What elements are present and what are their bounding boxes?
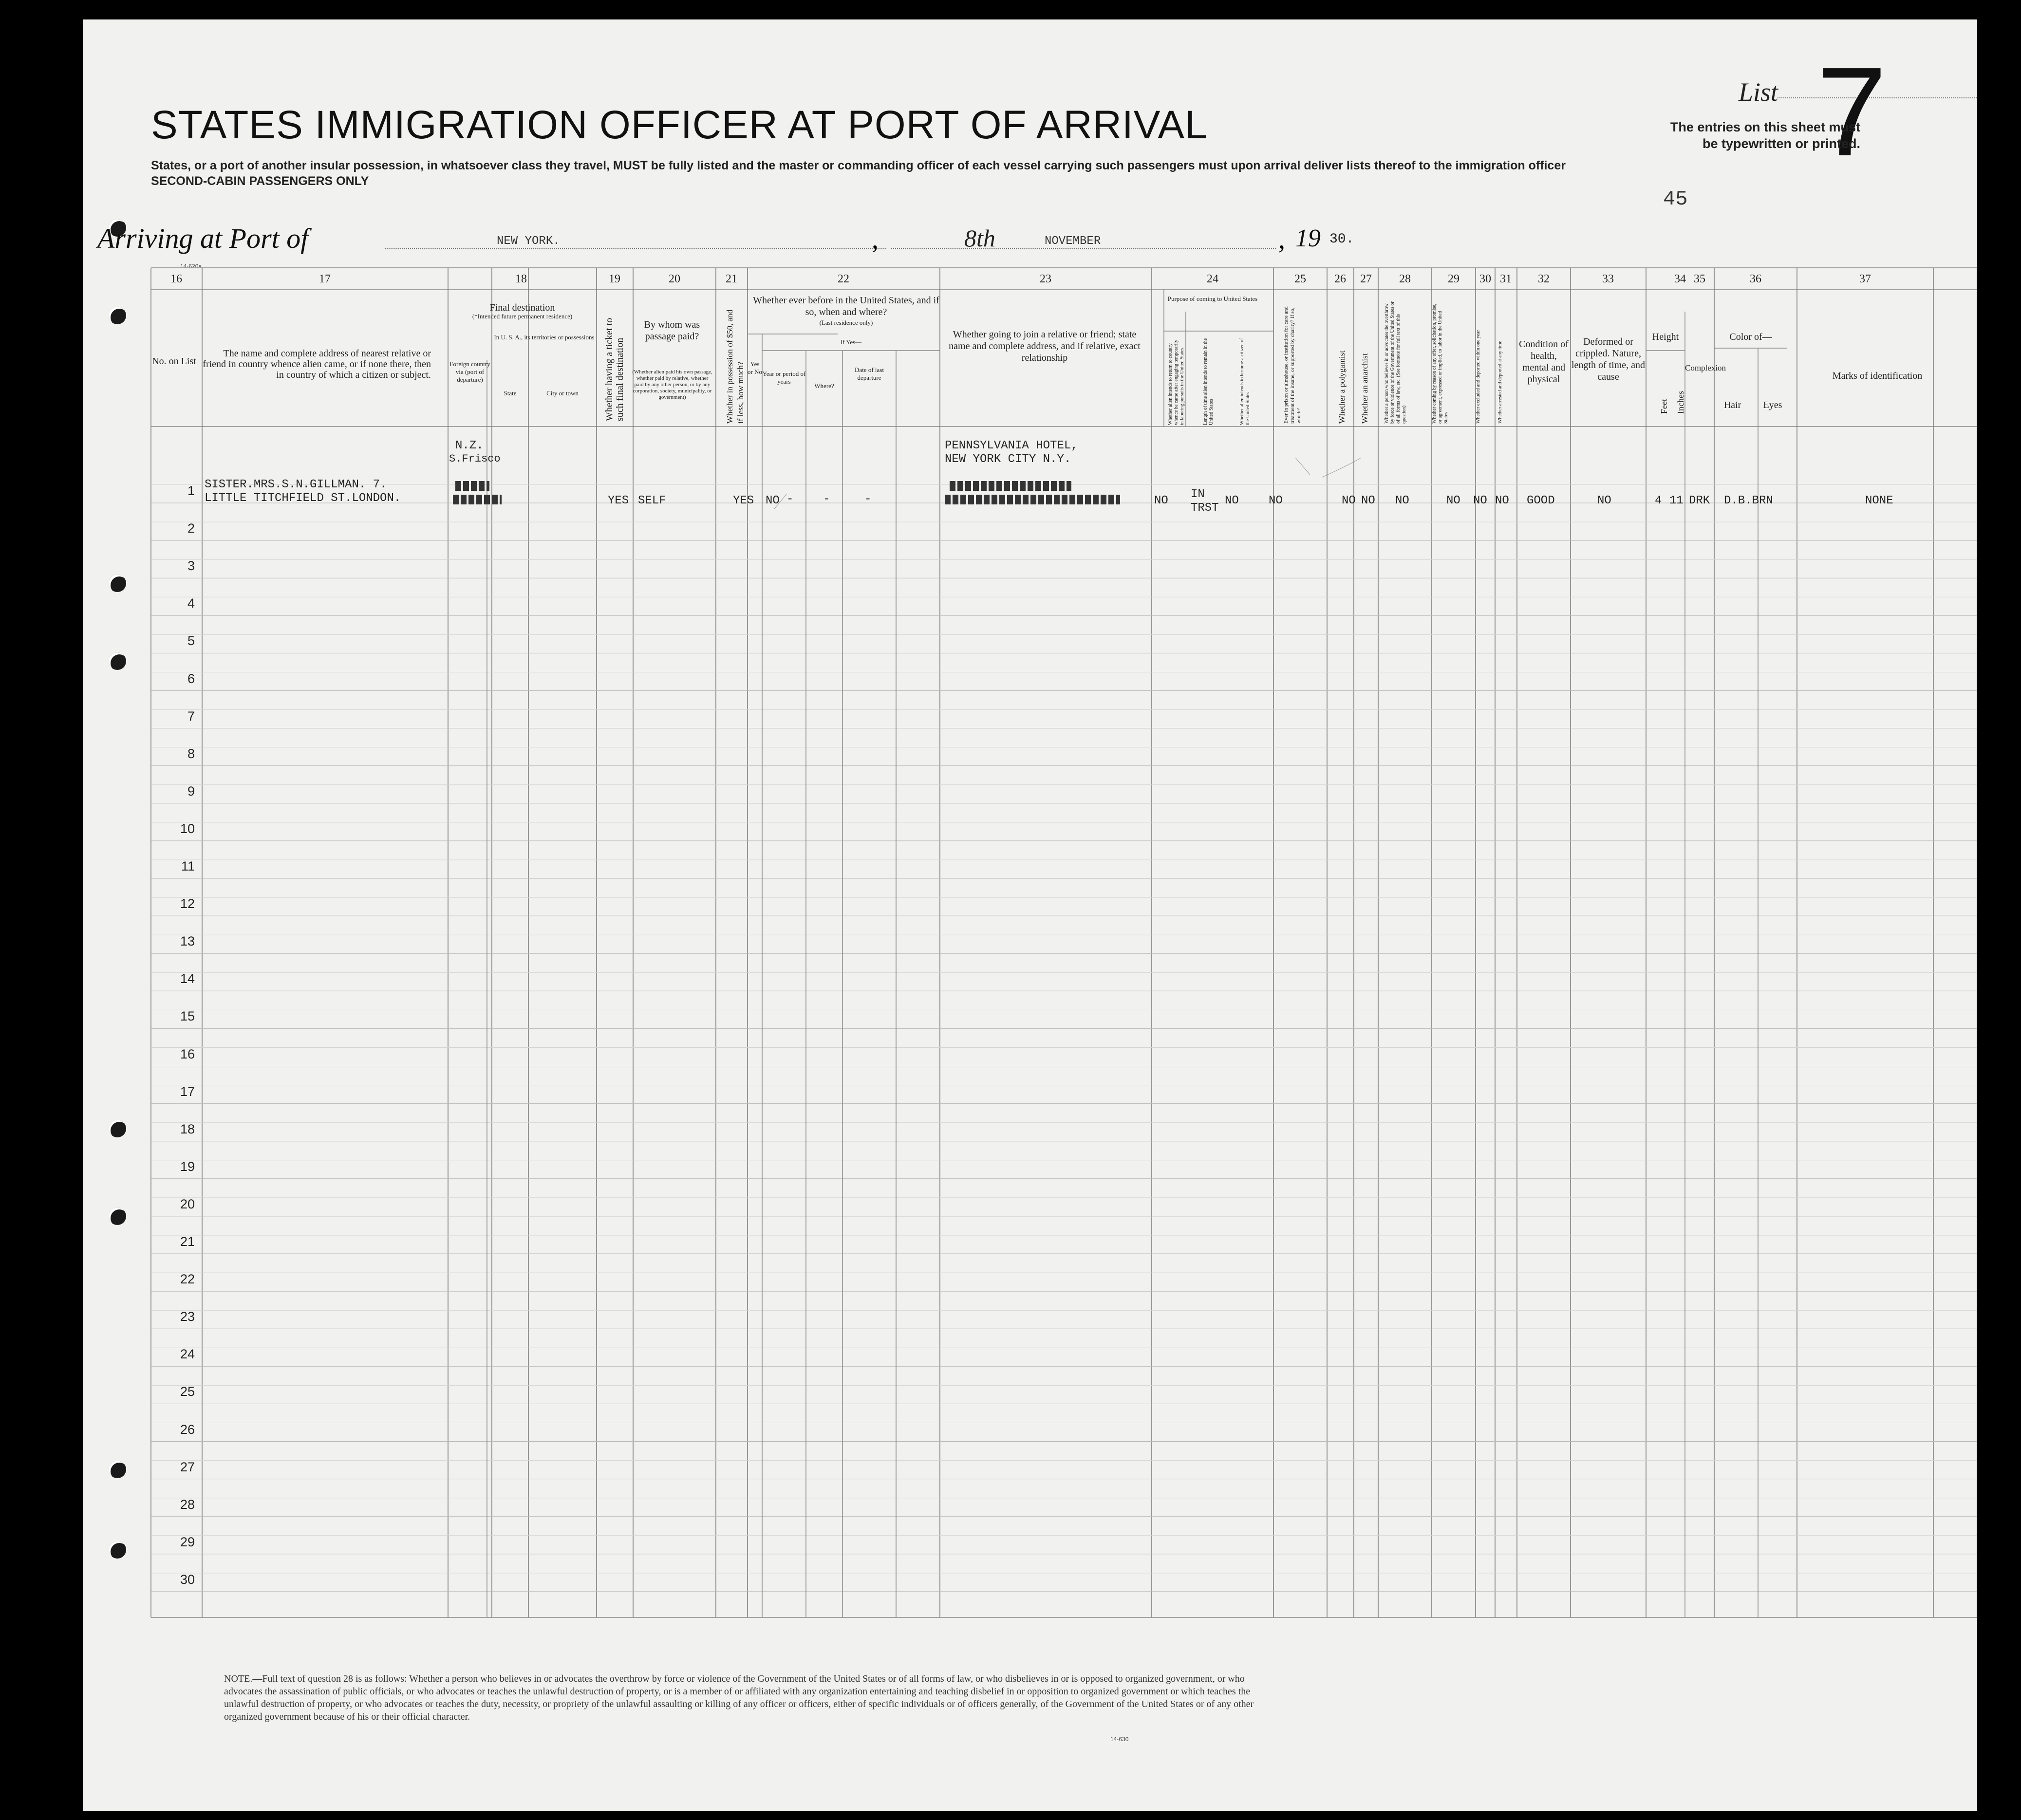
header-purpose-a: Whether alien intends to return to country whence he came after engaging temporarily in laboring pursuits in the United States (1168, 339, 1185, 425)
row-number: 17 (180, 1084, 195, 1099)
column-number: 37 (1859, 273, 1871, 285)
purpose-c-value: NO (1225, 494, 1239, 507)
year-prefix: 19 (1295, 224, 1321, 252)
row-number: 18 (180, 1121, 195, 1136)
header-hair: Hair (1723, 400, 1741, 410)
marks-value: NONE (1865, 494, 1893, 507)
row-number: 24 (180, 1347, 195, 1362)
header-arrested: Whether arrested and deported at any time (1497, 341, 1503, 424)
header-deformed: Deformed or crippled. Nature, length of time, and cause (1571, 336, 1646, 382)
header-passage-paid: By whom was passage paid? (644, 319, 700, 342)
anarchist-value: NO (1361, 494, 1375, 507)
header-year-period: Year or period of years (762, 370, 806, 385)
column-number: 23 (1040, 273, 1051, 285)
row-number: 14 (180, 971, 195, 986)
row-number: 5 (187, 633, 195, 649)
where-value: - (823, 493, 830, 506)
header-overthrow: Whether a person who believes in or advocates the overthrow by force or violence of the Government of the United States or of all forms of law, etc. (See footnote for full text of this question) (1384, 301, 1407, 424)
foreign-country-line-2: S.Frisco (449, 453, 501, 465)
overthrow-value: NO (1395, 494, 1409, 507)
header-complexion: Complexion (1685, 363, 1726, 372)
relative-line-1: SISTER.MRS.S.N.GILLMAN. 7. (205, 478, 387, 491)
row-number: 27 (180, 1459, 195, 1474)
punctuation: , (872, 224, 879, 255)
header-nearest-relative: The name and complete address of nearest relative or friend in country whence alien came, or if none there, then in country of which a citizen or subject. (203, 348, 431, 380)
struck-out-text (945, 495, 1120, 504)
entries-note: The entries on this sheet must be typewritten or printed. (1670, 120, 1860, 151)
header-feet: Feet (1659, 399, 1669, 414)
header-in-usa: In U. S. A., its territories or possessions (494, 334, 595, 341)
date-departure-value: - (864, 493, 872, 506)
column-number: 36 (1750, 273, 1761, 285)
row-number: 23 (180, 1309, 195, 1324)
form-number: 14-620a (180, 263, 202, 270)
row-number: 28 (180, 1497, 195, 1512)
join-address-line-2: NEW YORK CITY N.Y. (945, 453, 1071, 466)
row-number: 16 (180, 1046, 195, 1061)
column-number: 35 (1694, 273, 1705, 285)
polygamist-value: NO (1342, 494, 1356, 507)
header-eyes: Eyes (1763, 400, 1782, 410)
header-last-residence: (Last residence only) (819, 319, 873, 326)
column-number: 30 (1479, 273, 1491, 285)
header-city-or-town: City or town (546, 390, 579, 397)
column-number: 32 (1538, 273, 1550, 285)
header-excluded: Whether excluded and deported within one year (1476, 330, 1481, 424)
column-number: 25 (1294, 273, 1306, 285)
ticket-value: YES (608, 494, 629, 507)
arrival-month: NOVEMBER (1045, 235, 1101, 248)
year-period-value: - (786, 493, 794, 506)
hair-eyes-value: D.B.BRN (1724, 494, 1773, 507)
complexion-value: DRK (1689, 494, 1710, 507)
row-number: 25 (180, 1384, 195, 1399)
footer-form-number: 14-630 (1110, 1736, 1129, 1743)
foreign-country-line-1: N.Z. (455, 439, 484, 452)
column-number: 17 (319, 273, 331, 285)
header-inches: Inches (1676, 391, 1685, 414)
column-number: 21 (726, 273, 737, 285)
row-number: 3 (187, 558, 195, 574)
row-number: 19 (180, 1159, 195, 1174)
header-height: Height (1652, 332, 1679, 342)
prison-value: NO (1269, 494, 1283, 507)
offer-value: NO (1446, 494, 1460, 507)
footnote: NOTE.—Full text of question 28 is as follows: Whether a person who believes in or advocates the overthrow by force or violence of the Government of the United States or of all forms of law, or who disbelieves in or is opposed to organized government, or who advocates the assassination of public officials, or who advocates or teaches the unlawful destruction of property, or is a member of or affiliated with any organization entertaining and teaching disbelief in or opposition to organized government or which teaches the unlawful destruction of property, or who advocates or teaches the duty, necessity, or propriety of the unlawful assaulting or killing of any officer or officers, either of specific individuals or of officers generally, of the Government of the United States or of any other organized government because of his or their official character. (224, 1673, 1254, 1722)
row-number: 21 (180, 1234, 195, 1249)
purpose-b-value: TRST (1191, 501, 1219, 515)
header-final-destination: Final destination (489, 302, 555, 313)
header-foreign-country: Foreign country via (port of departure) (449, 360, 490, 383)
column-number: 22 (838, 273, 849, 285)
port-value: NEW YORK. (497, 235, 560, 248)
row-number: 30 (180, 1572, 195, 1587)
sheet-number: 45 (1663, 187, 1688, 211)
height-inches-value: 11 (1669, 494, 1684, 507)
header-purpose-b: Length of time alien intends to remain in the United States (1203, 338, 1214, 425)
header-prison: Ever in prison or almshouse, or institution for care and treatment of the insane, or supported by charity? If so, which? (1283, 306, 1302, 424)
column-number: 18 (515, 273, 527, 285)
ever-before-value: NO (766, 494, 780, 507)
passage-paid-value: SELF (638, 494, 666, 507)
column-number: 33 (1602, 273, 1614, 285)
row-number: 20 (180, 1196, 195, 1211)
row-number: 15 (180, 1009, 195, 1024)
row-number: 11 (181, 859, 195, 873)
row-number: 7 (187, 708, 195, 724)
column-number: 29 (1448, 273, 1460, 285)
header-final-destination-note: (*Intended future permanent residence) (472, 313, 573, 320)
purpose-a-value: NO (1154, 494, 1168, 507)
arriving-label: Arriving at Port of (97, 223, 309, 254)
header-ever-before: Whether ever before in the United States, and if so, when and where? (753, 295, 939, 317)
header-purpose: Purpose of coming to United States (1167, 295, 1258, 302)
row-number: 13 (180, 934, 195, 949)
row-number: 12 (180, 896, 195, 911)
header-anarchist: Whether an anarchist (1360, 353, 1369, 424)
join-address-line-1: PENNSYLVANIA HOTEL, (945, 439, 1078, 452)
column-number: 19 (609, 273, 620, 285)
struck-out-text (453, 495, 502, 504)
purpose-note: IN (1191, 488, 1205, 501)
page-title: STATES IMMIGRATION OFFICER AT PORT OF ARRIVAL (151, 103, 1208, 147)
relative-line-2: LITTLE TITCHFIELD ST.LONDON. (205, 492, 401, 505)
intro-line-2: SECOND-CABIN PASSENGERS ONLY (151, 174, 369, 188)
arrival-day: 8th (964, 224, 995, 252)
list-label: List (1739, 77, 1778, 107)
header-condition: Condition of health, mental and physical (1519, 339, 1569, 385)
header-ticket: Whether having a ticket to such final destination (604, 317, 625, 421)
header-passage-note: (Whether alien paid his own passage, whether paid by relative, whether paid by any other person, or by any corporation, society, municipality, or government) (632, 369, 712, 400)
header-if-yes: If Yes— (840, 338, 862, 346)
row-number: 8 (187, 746, 195, 761)
intro-line-1: States, or a port of another insular possession, in whatsoever class they travel, MUST be fully listed and the master or commanding officer of each vessel carrying such passengers must upon arrival deliver lists thereof to the immigration officer (151, 159, 1566, 172)
column-number: 26 (1334, 273, 1346, 285)
row-number: 9 (187, 783, 195, 799)
struck-out-text (455, 481, 489, 491)
column-number: 27 (1360, 273, 1372, 285)
height-feet-value: 4 (1655, 494, 1662, 507)
struck-out-text (950, 481, 1071, 491)
header-yes-or-no: Yes or No (748, 360, 762, 375)
column-number: 16 (170, 273, 182, 285)
header-polygamist: Whether a polygamist (1337, 350, 1347, 424)
table-grid (83, 19, 1977, 1811)
header-no-on-list: No. on List (152, 356, 196, 367)
row-number: 26 (180, 1422, 195, 1437)
header-marks: Marks of identification (1832, 371, 1923, 381)
year-suffix: 30. (1329, 232, 1354, 247)
header-color-of: Color of— (1729, 332, 1772, 342)
column-number: 28 (1399, 273, 1411, 285)
punctuation: , (1278, 224, 1285, 255)
row-number: 22 (180, 1272, 195, 1287)
arrested-value: NO (1495, 494, 1509, 507)
column-number: 24 (1207, 273, 1218, 285)
deformed-value: NO (1597, 494, 1611, 507)
header-state: State (504, 390, 517, 397)
fifty-dollars-value: YES (733, 494, 754, 507)
header-fifty-dollars: Whether in possession of $50, and if less, how much? (725, 309, 745, 424)
column-number: 34 (1674, 273, 1686, 285)
condition-value: GOOD (1527, 494, 1555, 507)
row-number: 4 (187, 596, 195, 611)
list-number: 7 (1816, 41, 1887, 183)
header-where: Where? (814, 382, 834, 390)
excluded-value: NO (1473, 494, 1487, 507)
header-join-relative: Whether going to join a relative or friend; state name and complete address, and if relative, exact relationship (949, 329, 1141, 363)
row-number: 1 (187, 483, 195, 498)
header-purpose-c: Whether alien intends to become a citizen of the United States (1239, 338, 1251, 425)
row-number: 29 (180, 1534, 195, 1549)
header-date-last-departure: Date of last departure (855, 366, 884, 381)
row-number: 10 (180, 821, 195, 836)
manifest-sheet (83, 19, 1977, 1811)
column-number: 20 (669, 273, 680, 285)
row-number: 6 (187, 671, 195, 686)
column-number: 31 (1500, 273, 1512, 285)
header-offer: Whether coming by reason of any offer, solicitation, promise, or agreement, expressed or implied, to labor in the United States (1432, 303, 1449, 424)
row-number: 2 (187, 521, 195, 536)
